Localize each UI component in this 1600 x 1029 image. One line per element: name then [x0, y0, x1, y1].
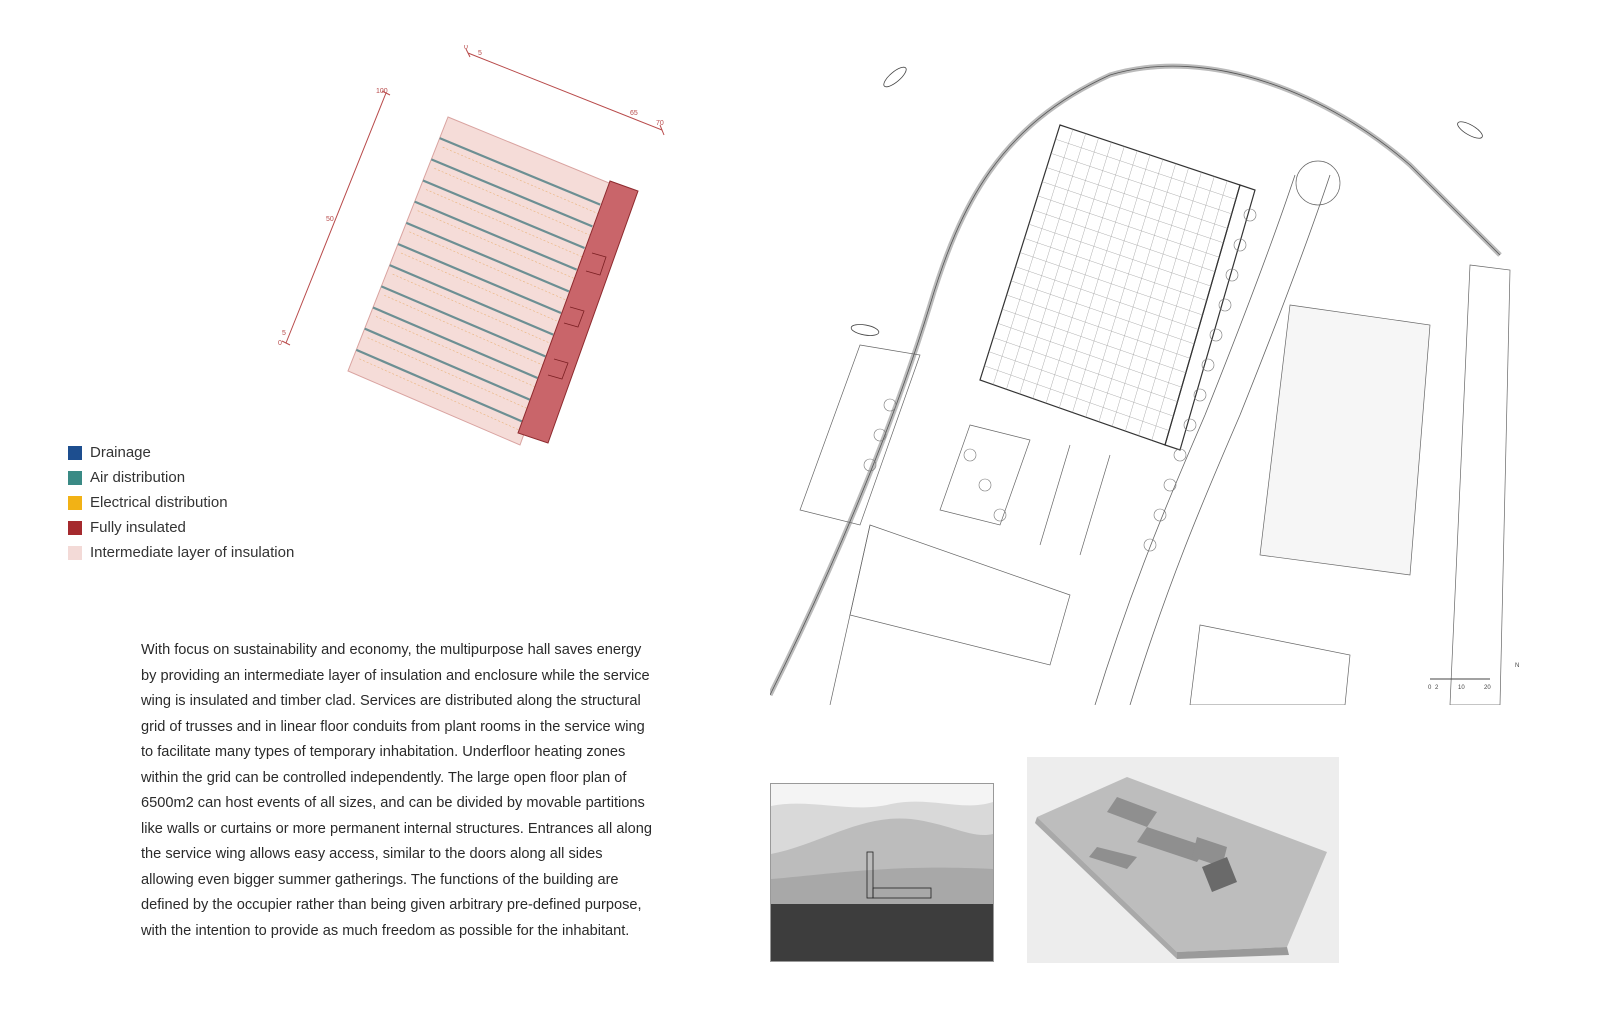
tree: [1174, 449, 1186, 461]
dim-label: 100: [376, 88, 388, 95]
building-services-diagram: [270, 45, 690, 465]
scale-label: 0: [1428, 685, 1432, 691]
legend-item-intermediate-insulation: [68, 540, 368, 565]
dim-label: 5: [478, 50, 482, 57]
site-plan: [770, 55, 1540, 705]
legend-label: Intermediate layer of insulation: [90, 544, 295, 561]
scale-label: 20: [1484, 685, 1491, 691]
scale-label: 2: [1435, 685, 1439, 691]
legend-item-electrical-distribution: [68, 490, 368, 515]
scale-label: 10: [1458, 685, 1465, 691]
legend-swatch: [68, 496, 82, 510]
legend-item-drainage: [68, 440, 368, 465]
tree: [1244, 209, 1256, 221]
tree: [1164, 479, 1176, 491]
dim-label: 50: [326, 216, 334, 223]
legend-swatch: [68, 471, 82, 485]
north-arrow-label: N: [1515, 663, 1520, 669]
tree: [1219, 299, 1231, 311]
tree: [979, 479, 991, 491]
tree: [994, 509, 1006, 521]
tree: [1144, 539, 1156, 551]
legend-swatch: [68, 446, 82, 460]
tree: [1184, 419, 1196, 431]
legend: [68, 440, 368, 565]
dim-label: 65: [630, 110, 638, 117]
dim-label: 0: [464, 45, 468, 51]
legend-swatch: [68, 546, 82, 560]
legend-label: Fully insulated: [90, 519, 186, 536]
legend-label: Electrical distribution: [90, 494, 228, 511]
description-text: With focus on sustainability and economy, the multipurpose hall saves energy by providing an intermediate layer of insulation and enclosure while the service wing is insulated and timber clad. Services are distributed along the structural grid of trusses and in linear floor conduits from plant rooms in the service wing to facilitate many types of temporary inhabitation. Underfloor heating zones within the grid can be controlled independently. The large open floor plan of 6500m2 can host events of all sizes, and can be divided by movable partitions like walls or curtains or more permanent internal structures. Entrances all along the service wing allows easy access, similar to the doors along all sides allowing even bigger summer gatherings. The functions of the building are defined by the occupier rather than being given arbitrary pre-defined purpose, with the intention to provide as much freedom as possible for the inhabitant.: [141, 642, 653, 939]
tree: [1210, 329, 1222, 341]
site-model-photo: [1027, 757, 1339, 963]
section-drawing: [770, 783, 994, 962]
dim-label: 5: [282, 330, 286, 337]
legend-label: Drainage: [90, 444, 151, 461]
dim-label: 0: [278, 340, 282, 347]
dim-label: 70: [656, 120, 664, 127]
legend-swatch: [68, 521, 82, 535]
tree: [1154, 509, 1166, 521]
legend-item-air-distribution: [68, 465, 368, 490]
tree: [1202, 359, 1214, 371]
tree: [964, 449, 976, 461]
legend-item-fully-insulated: [68, 515, 368, 540]
legend-label: Air distribution: [90, 469, 186, 486]
